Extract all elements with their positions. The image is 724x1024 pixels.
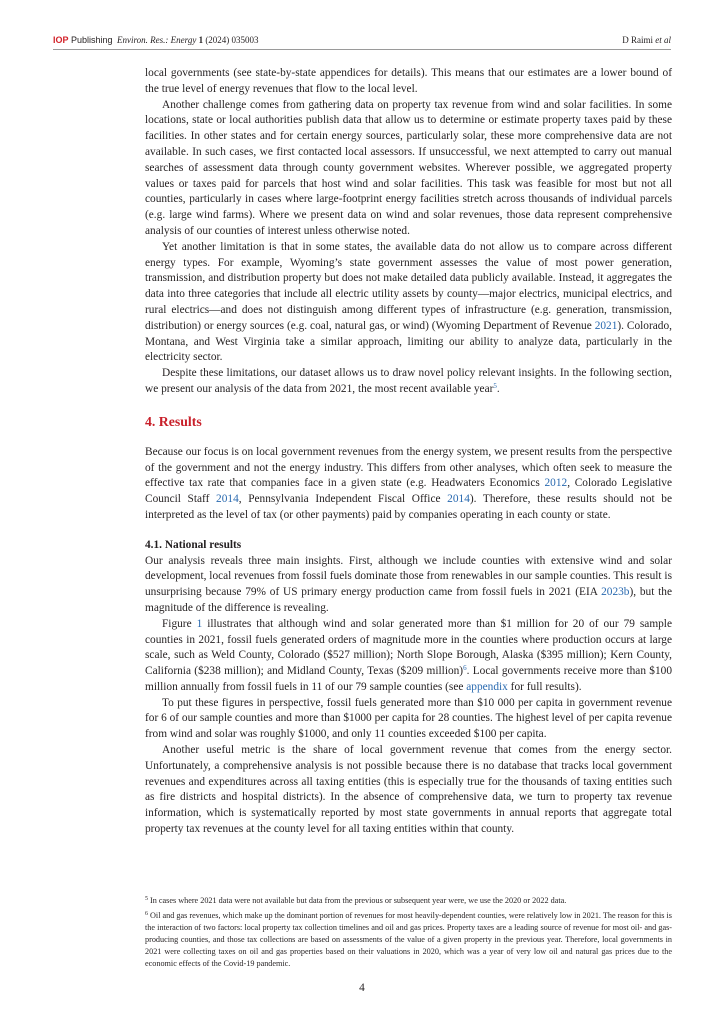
footnote-text: Oil and gas revenues, which make up the dominant portion of revenues for most heavily-dependent counties, were relatively low in 2021. The reason for this is the interaction of two factors: local property tax collection timelines and oil and gas prices. Property taxes are a leading source of revenue for most oil- and gas-producing counties, and those tax collections are based on assessments of the value of a given property in the previous year. Therefore, local governments in 2021 were collecting taxes on oil and gas properties based on their valuations in 2020, which was a year of very low oil and natural gas prices due to the economic effects of the Covid-19 pandemic.	[145, 911, 672, 968]
paragraph-national-results	[145, 554, 672, 617]
page-header	[53, 32, 671, 48]
page-number: 4	[359, 982, 365, 994]
footnote-ref-6[interactable]: 6	[463, 664, 467, 673]
publisher-text: Publishing	[71, 35, 113, 45]
paragraph-text: ), but the magnitude of the difference is revealing.	[145, 586, 672, 614]
paragraph-text: Figure	[162, 617, 197, 630]
paragraph-per-capita	[145, 696, 672, 743]
header-rule	[53, 49, 671, 50]
paragraph-text: Yet another limitation is that in some states, the available data do not allow us to compare across different energy types. For example, Wyoming’s state government assesses the value of most power generation, transmission, and distribution property but does not make detailed data publicly available. Instead, it aggregates the data into three categories that include all electric utility assets by county—major electrics, municipal electrics, and rural electrics—and does not distinguish among different types of infrastructure (e.g. generation, transmission, distribution) or energy sources (e.g. coal, natural gas, or wind) (Wyoming Department of Revenue	[145, 240, 672, 332]
running-author	[622, 32, 671, 48]
footnote-5	[145, 893, 672, 907]
publisher-logo	[53, 32, 113, 48]
citation-link[interactable]: 2014	[216, 493, 239, 506]
citation-link[interactable]: 2023b	[601, 586, 630, 599]
citation-link[interactable]: 2021	[594, 319, 618, 332]
paragraph-text: Our analysis reveals three main insights. First, although we include counties with extensive wind and solar development, local revenues from fossil fuels dominate those from renewables in our sample counties. This result is unsurprising because 79% of US primary energy production came from fossil fuels in 2021 (EIA	[145, 554, 672, 599]
author-name: D Raimi	[622, 35, 653, 45]
author-suffix: et al	[655, 35, 671, 45]
paragraph-text: Another useful metric is the share of local government revenue that comes from the energy sector. Unfortunately, a comprehensive analysis is not possible because there is no database that tracks local government revenues and expenditures across all taxing entities (this is especially true for the thousands of taxing entities such as fire districts and hospital districts). In the absence of comprehensive data, we turn to property tax revenue information, which is systematically reported by most state governments in annual reports that aggregate total property tax revenues at the county level for all taxing entities within that county.	[145, 744, 672, 836]
paragraph-text: for full results).	[507, 680, 582, 693]
paragraph-text: Another challenge comes from gathering data on property tax revenue from wind and solar facilities. In some locations, state or local authorities publish data that allow us to determine or estimate property taxes paid by these facilities. In other states and for certain energy sources, particularly solar, these more comprehensive data are not available. In such cases, we first contacted local assessors. If unsuccessful, we next attempted to carry out manual searches of assessment data through county government websites. Wherever possible, we aggregated property values or taxes paid for parcels that host wind and solar facilities. This task was feasible for most but not all counties, particularly in cases where large-footprint energy facilities stretch across thousands of individual parcels (e.g. large wind farms). Where we present data on wind and solar revenues, those data represent comprehensive analysis of our counties of interest unless otherwise noted.	[145, 98, 672, 237]
paragraph-text: Despite these limitations, our dataset allows us to draw novel policy relevant insights. In the following section, we present our analysis of the data from 2021, the most recent available year	[145, 367, 672, 395]
article-body	[145, 66, 672, 838]
footnote-text: In cases where 2021 data were not available but data from the previous or subsequent year were, we use the 2020 or 2022 data.	[150, 896, 567, 905]
citation-link[interactable]: 2014	[447, 493, 470, 506]
paragraph-cont	[145, 66, 672, 98]
paragraph-text: , Pennsylvania Independent Fiscal Office	[238, 493, 448, 506]
journal-name: Environ. Res.: Energy	[117, 35, 197, 45]
paragraph-text: To put these figures in perspective, fossil fuels generated more than $10 000 per capita in government revenue for 6 of our sample counties and more than $1000 per capita for 28 counties. The highest level of per capita revenue from wind and solar was roughly $1000, and only 11 counties exceeded $100 per capita.	[145, 696, 672, 741]
paragraph-text: ). Therefore, these results should not be interpreted as the level of tax (or other payments) paid by companies operating in each county or state.	[145, 493, 673, 521]
journal-ref: (2024) 035003	[205, 35, 259, 45]
footnotes	[145, 893, 672, 971]
journal-citation	[117, 32, 259, 48]
section-heading: 4. Results	[145, 413, 202, 429]
paragraph-text: , Colorado Legislative Council Staff	[145, 477, 672, 506]
journal-volume: 1	[198, 35, 204, 45]
paragraph-figure-1	[145, 617, 672, 696]
publisher-mark: IOP	[53, 35, 69, 45]
paragraph-text: illustrates that although wind and solar generated more than $1 million for 20 of our 79 sample counties in 2021, fossil fuels generated orders of magnitude more in the counties where production occurs at large scale, such as Weld County, Colorado ($527 million); North Slope Borough, Alaska ($395 million); Kern County, California ($238 million); and Midland County, Texas ($209 million)	[145, 617, 672, 678]
paragraph-text: ). Colorado, Montana, and West Virginia take a similar approach, limiting our ability to analyze data, particularly in the electricity sector.	[145, 319, 672, 364]
paragraph-text: .	[496, 382, 500, 395]
paragraph-text: . Local governments receive more than $100 million annually from fossil fuels in 11 of our 79 sample counties (see	[145, 665, 672, 693]
footnote-mark: 6	[145, 911, 148, 917]
paragraph-limitations	[145, 240, 672, 366]
paragraph-results-intro	[145, 445, 672, 524]
footnote-mark: 5	[145, 896, 148, 902]
footnote-6	[145, 908, 672, 970]
paragraph-insights	[145, 366, 672, 398]
footnote-ref-5[interactable]: 5	[493, 381, 497, 390]
paragraph-revenue-share	[145, 743, 672, 838]
subsection-heading: 4.1. National results	[145, 538, 242, 551]
paragraph-text: Because our focus is on local government revenues from the energy system, we present results from the perspective of the government and not the energy industry. This differs from other analyses, which often seek to measure the effective tax rate that companies face in a given state (e.g. Headwaters Economics	[145, 445, 672, 490]
appendix-link[interactable]: appendix	[466, 680, 508, 693]
paragraph-wind-solar-data	[145, 98, 672, 240]
citation-link[interactable]: 2012	[544, 477, 568, 490]
figure-link[interactable]: 1	[196, 617, 203, 630]
paragraph-text: local governments (see state-by-state appendices for details). This means that our estimates are a lower bound of the true level of energy revenues that flow to the local level.	[145, 67, 672, 95]
